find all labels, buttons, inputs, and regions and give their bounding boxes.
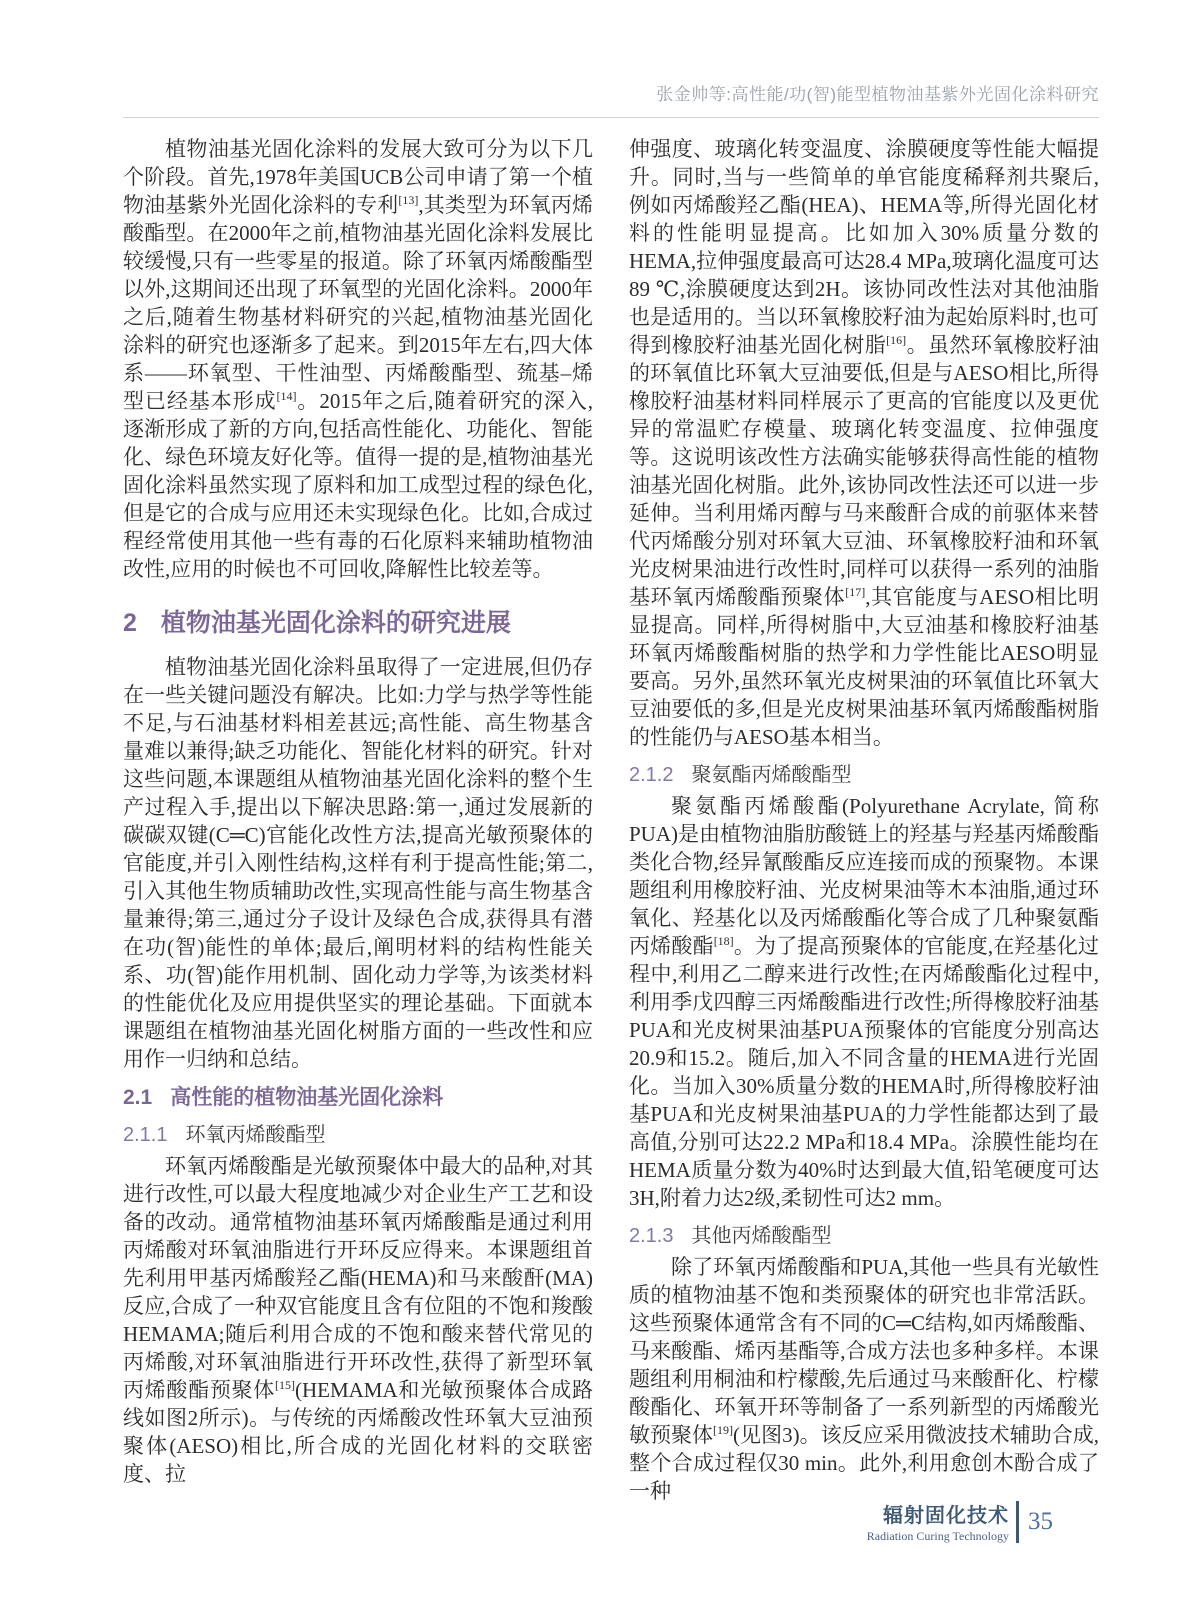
heading-title: 高性能的植物油基光固化涂料	[170, 1086, 444, 1109]
left-column	[123, 135, 593, 1505]
heading-number: 2.1	[123, 1086, 153, 1109]
paragraph	[629, 135, 1099, 751]
heading-number: 2.1.1	[123, 1124, 168, 1146]
paragraph-text: ,其官能度与AESO相比明显提高。同样,所得树脂中,大豆油基和橡胶籽油基环氧丙烯酸酯树脂的热学和力学性能比AESO明显要高。另外,虽然环氧光皮树果油的环氧值比环氧大豆油要低的多,但是光皮树果油基环氧丙烯酸酯树脂的性能仍与AESO基本相当。	[629, 585, 1099, 749]
paragraph-text: 。为了提高预聚体的官能度,在羟基化过程中,利用乙二醇来进行改性;在丙烯酸酯化过程中,利用季戊四醇三丙烯酸酯进行改性;所得橡胶籽油基PUA和光皮树果油基PUA预聚体的官能度分别高达20.9和15.2。随后,加入不同含量的HEMA进行光固化。当加入30%质量分数的HEMA时,所得橡胶籽油基PUA和光皮树果油基PUA的力学性能都达到了最高值,分别可达22.2 MPa和18.4 MPa。涂膜性能均在HEMA质量分数为40%时达到最大值,铅笔硬度可达3H,附着力达2级,柔韧性可达2 mm。	[629, 934, 1100, 1210]
paragraph-text: 。虽然环氧橡胶籽油的环氧值比环氧大豆油要低,但是与AESO相比,所得橡胶籽油基材料同样展示了更高的官能度以及更优异的常温贮存模量、玻璃化转变温度、拉伸强度等。这说明该改性方法确实能够获得高性能的植物油基光固化树脂。此外,该协同改性法还可以进一步延伸。当利用烯丙醇与马来酸酐合成的前驱体来替代丙烯酸分别对环氧大豆油、环氧橡胶籽油和环氧光皮树果油进行改性时,同样可以获得一系列的油脂基环氧丙烯酸酯预聚体	[629, 333, 1100, 609]
paragraph-text: 伸强度、玻璃化转变温度、涂膜硬度等性能大幅提升。同时,当与一些简单的单官能度稀释剂共聚后,例如丙烯酸羟乙酯(HEA)、HEMA等,所得光固化材料的性能明显提高。比如加入30%质量分数的HEMA,拉伸强度最高可达28.4 MPa,玻璃化温度可达89 ℃,涂膜硬度达到2H。该协同改性法对其他油脂也是适用的。当以环氧橡胶籽油为起始原料时,也可得到橡胶籽油基光固化树脂	[629, 137, 1099, 357]
subsection-heading	[629, 758, 1099, 787]
running-header: 张金帅等:高性能/功(智)能型植物油基紫外光固化涂料研究	[123, 80, 1099, 118]
citation-ref: [18]	[713, 934, 734, 948]
paragraph-text: (HEMAMA和光敏预聚体合成路线如图2所示)。与传统的丙烯酸改性环氧大豆油预聚体(AESO)相比,所合成的光固化材料的交联密度、拉	[123, 1378, 594, 1486]
heading-title: 聚氨酯丙烯酸酯型	[691, 764, 852, 786]
right-column	[629, 135, 1099, 1505]
heading-number: 2.1.3	[629, 1225, 674, 1247]
journal-title-block	[867, 1499, 1009, 1544]
section-heading	[123, 603, 593, 639]
paragraph-text: 除了环氧丙烯酸酯和PUA,其他一些具有光敏性质的植物油基不饱和类预聚体的研究也非常活跃。这些预聚体通常含有不同的C═C结构,如丙烯酸酯、马来酸酯、烯丙基酯等,合成方法也多种多样。本课题组利用桐油和柠檬酸,先后通过马来酸酐化、柠檬酸酯化、环氧开环等制备了一系列新型的丙烯酸光敏预聚体	[629, 1255, 1099, 1447]
subsection-heading	[629, 1219, 1099, 1248]
article-body	[123, 135, 1099, 1505]
subsection-heading	[123, 1118, 593, 1147]
paragraph-text: 植物油基光固化涂料的发展大致可分为以下几个阶段。首先,1978年美国UCB公司申请了第一个植物油基紫外光固化涂料的专利	[123, 137, 593, 217]
citation-ref: [17]	[845, 585, 866, 599]
citation-ref: [19]	[713, 1423, 734, 1437]
subsection-heading	[123, 1081, 593, 1111]
page-footer	[867, 1499, 1053, 1544]
paragraph	[629, 792, 1099, 1212]
paragraph-text: 环氧丙烯酸酯是光敏预聚体中最大的品种,对其进行改性,可以最大程度地减少对企业生产工艺和设备的改动。通常植物油基环氧丙烯酸酯是通过利用丙烯酸对环氧油脂进行开环反应得来。本课题组首先利用甲基丙烯酸羟乙酯(HEMA)和马来酸酐(MA)反应,合成了一种双官能度且含有位阻的不饱和羧酸HEMAMA;随后利用合成的不饱和酸来替代常见的丙烯酸,对环氧油脂进行开环改性,获得了新型环氧丙烯酸酯预聚体	[123, 1154, 593, 1402]
paragraph	[123, 1152, 593, 1488]
paragraph-text: (见图3)。该反应采用微波技术辅助合成,整个合成过程仅30 min。此外,利用愈创木酚合成了一种	[629, 1423, 1099, 1503]
paragraph-text: 。2015年之后,随着研究的深入,逐渐形成了新的方向,包括高性能化、功能化、智能化、绿色环境友好化等。值得一提的是,植物油基光固化涂料虽然实现了原料和加工成型过程的绿色化,但是它的合成与应用还未实现绿色化。比如,合成过程经常使用其他一些有毒的石化原料来辅助植物油改性,应用的时候也不可回收,降解性比较差等。	[123, 389, 593, 581]
citation-ref: [14]	[276, 389, 297, 403]
heading-title: 其他丙烯酸酯型	[691, 1225, 832, 1247]
paragraph-text: 植物油基光固化涂料虽取得了一定进展,但仍存在一些关键问题没有解决。比如:力学与热学等性能不足,与石油基材料相差甚远;高性能、高生物基含量难以兼得;缺乏功能化、智能化材料的研究。针对这些问题,本课题组从植物油基光固化涂料的整个生产过程入手,提出以下解决思路:第一,通过发展新的碳碳双键(C═C)官能化改性方法,提高光敏预聚体的官能度,并引入刚性结构,这样有利于提高性能;第二,引入其他生物质辅助改性,实现高性能与高生物基含量兼得;第三,通过分子设计及绿色合成,获得具有潜在功(智)能性的单体;最后,阐明材料的结构性能关系、功(智)能作用机制、固化动力学等,为该类材料的性能优化及应用提供坚实的理论基础。下面就本课题组在植物油基光固化树脂方面的一些改性和应用作一归纳和总结。	[123, 655, 593, 1071]
page-number: 35	[1028, 1507, 1053, 1535]
footer-divider	[1016, 1501, 1019, 1543]
paragraph	[629, 1253, 1099, 1505]
journal-title-cn: 辐射固化技术	[883, 1505, 1009, 1527]
paragraph-text: ,其类型为环氧丙烯酸酯型。在2000年之前,植物油基光固化涂料发展比较缓慢,只有一些零星的报道。除了环氧丙烯酸酯型以外,这期间还出现了环氧型的光固化涂料。2000年之后,随着生物基材料研究的兴起,植物油基光固化涂料的研究也逐渐多了起来。到2015年左右,四大体系——环氧型、干性油型、丙烯酸酯型、巯基–烯型已经基本形成	[123, 193, 594, 413]
paragraph-text: 聚氨酯丙烯酸酯(Polyurethane Acrylate, 简称PUA)是由植物油脂肪酸链上的羟基与羟基丙烯酸酯类化合物,经异氰酸酯反应连接而成的预聚物。本课题组利用橡胶籽油、光皮树果油等木本油脂,通过环氧化、羟基化以及丙烯酸酯化等合成了几种聚氨酯丙烯酸酯	[629, 794, 1099, 958]
heading-number: 2	[123, 609, 137, 637]
paragraph	[123, 653, 593, 1073]
heading-number: 2.1.2	[629, 764, 674, 786]
citation-ref: [16]	[886, 333, 907, 347]
heading-title: 环氧丙烯酸酯型	[185, 1124, 326, 1146]
citation-ref: [15]	[274, 1378, 295, 1392]
citation-ref: [13]	[398, 193, 419, 207]
heading-title: 植物油基光固化涂料的研究进展	[160, 609, 511, 637]
journal-title-en: Radiation Curing Technology	[866, 1529, 1009, 1543]
paragraph	[123, 135, 593, 583]
